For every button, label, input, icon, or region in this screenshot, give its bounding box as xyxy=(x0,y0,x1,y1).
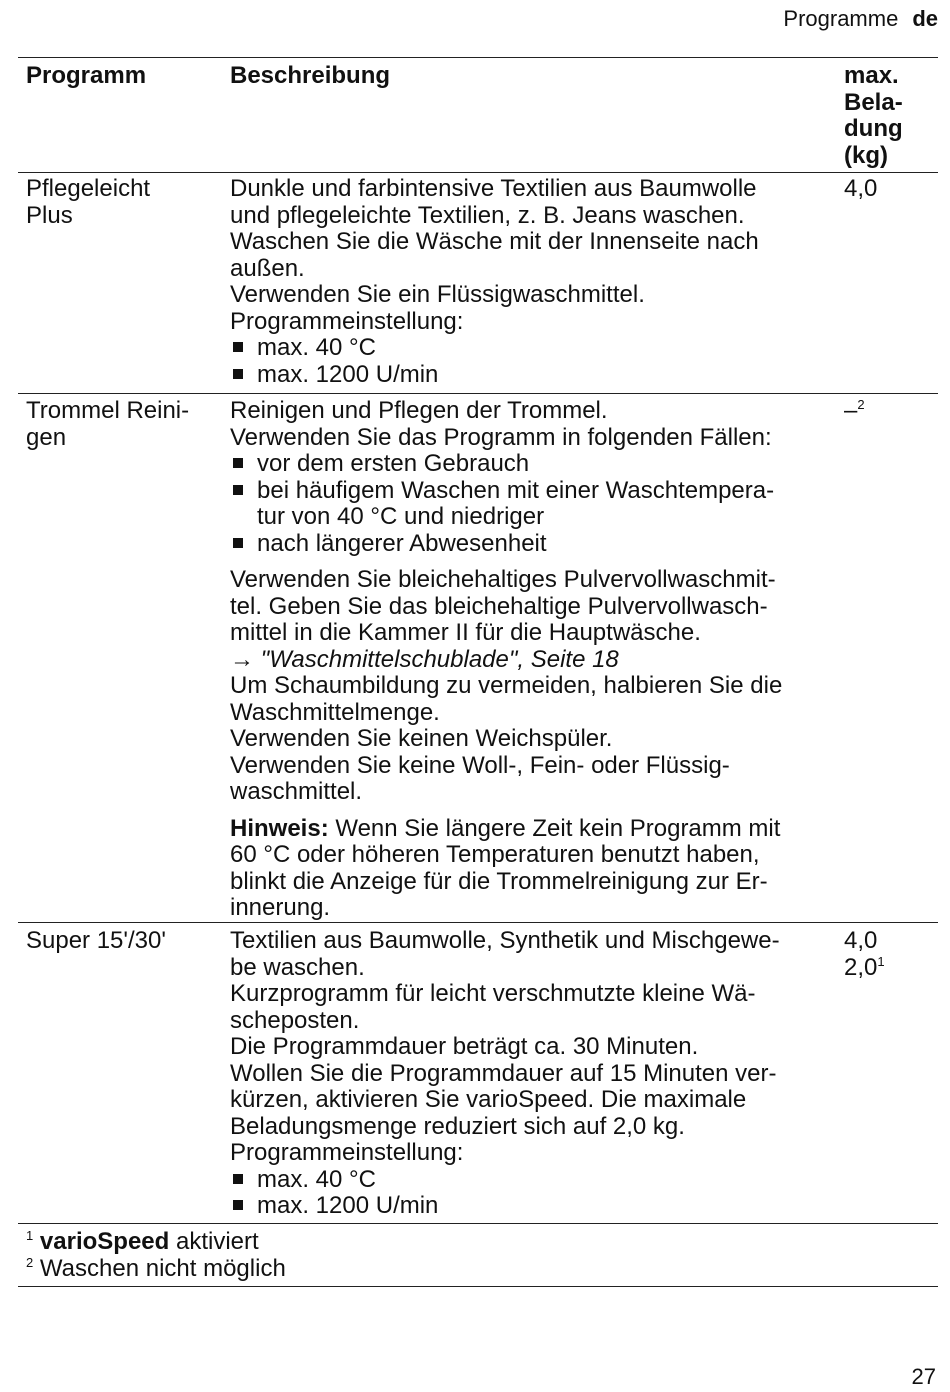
program-name: Trommel Reini- gen xyxy=(26,397,190,451)
table-bottom-rule xyxy=(18,1286,938,1287)
col-header-beschreibung: Beschreibung xyxy=(230,62,391,89)
row-rule xyxy=(18,1223,938,1224)
list-item: nach längerer Abwesenheit xyxy=(230,531,830,558)
list-item: vor dem ersten Gebrauch xyxy=(230,451,830,478)
max-load: 4,0 xyxy=(844,175,878,202)
row-rule xyxy=(18,172,938,173)
hint-paragraph: Hinweis: Wenn Sie längere Zeit kein Programm mit xyxy=(230,814,781,842)
footnote: $^1$ varioSpeed aktiviert xyxy=(26,1228,259,1255)
bullet-icon xyxy=(233,1200,243,1210)
list-item: max. 40 °C xyxy=(230,1167,830,1194)
row-rule xyxy=(18,393,938,394)
list-item-continuation: tur von 40 °C und niedriger xyxy=(257,503,545,530)
program-description: Dunkle und farbintensive Textilien aus Baumwolle und pflegeleichte Textilien, z. B. Jeans waschen. Waschen Sie die Wäsche mit der Innenseite nach außen. Verwenden Sie ein Flüssigwaschmittel. Programmeinstellung: max. 40 °C max. 1200 U/min xyxy=(230,176,830,388)
list-item: max. 40 °C xyxy=(230,335,830,362)
program-name: Super 15'/30' xyxy=(26,927,166,954)
running-header xyxy=(783,6,938,32)
bullet-icon xyxy=(233,369,243,379)
col-header-load: max. Bela- dung (kg) xyxy=(844,62,903,169)
col-header-programm: Programm xyxy=(26,62,147,89)
bullet-icon xyxy=(233,538,243,548)
table-top-rule xyxy=(18,57,938,58)
bullet-icon xyxy=(233,342,243,352)
language-code: de xyxy=(912,6,938,31)
bullet-icon xyxy=(233,485,243,495)
section-title: Programme xyxy=(783,6,899,31)
max-load: 4,0 $2,0^1$ xyxy=(844,927,885,981)
bullet-icon xyxy=(233,1174,243,1184)
program-name: Pflegeleicht Plus xyxy=(26,175,151,229)
program-description: Textilien aus Baumwolle, Synthetik und Mischgewe- be waschen. Kurzprogramm für leicht verschmutzte kleine Wä- scheposten. Die Programmdauer beträgt ca. 30 Minuten. Wollen Sie die Programmdauer auf 15 Minuten ver- kürzen, aktivieren Sie varioSpeed. Die maximale Beladungsmenge reduziert sich auf 2,0 kg. Programmeinstellung: max. 40 °C max. 1200 U/min xyxy=(230,928,830,1220)
cross-reference-link[interactable]: → "Waschmittelschublade", Seite 18 xyxy=(230,645,619,673)
page-number: 27 xyxy=(911,1364,936,1389)
max-load: –$^2$ xyxy=(844,397,865,424)
list-item: max. 1200 U/min xyxy=(230,1193,830,1220)
program-description: Reinigen und Pflegen der Trommel. Verwenden Sie das Programm in folgenden Fällen: vor dem ersten Gebrauch bei häufigem Waschen mit einer Waschtempera- tur von 40 °C und niedriger nach längerer Abwesenheit Verwenden Sie bleichehaltiges Pulvervollwaschmit- tel. Geben Sie das bleichehaltige Pulvervollwasch- mittel in die Kammer II für die Hauptwäsche. → "Waschmittelschublade", Seite 18 Um Schaumbildung zu vermeiden, halbieren Sie die Waschmittelmenge. Verwenden Sie keinen Weichspüler. Verwenden Sie keine Woll-, Fein- oder Flüssig- waschmittel. Hinweis: Wenn Sie längere Zeit kein Programm mit 60 °C oder höheren Temperaturen benutzt haben, blinkt die Anzeige für die Trommelreinigung zur Er- innerung. xyxy=(230,398,830,922)
row-rule xyxy=(18,922,938,923)
bullet-icon xyxy=(233,458,243,468)
list-item: bei häufigem Waschen mit einer Waschtempera- xyxy=(230,478,830,505)
footnote: $^2$ Waschen nicht möglich xyxy=(26,1255,286,1282)
list-item: max. 1200 U/min xyxy=(230,362,830,389)
